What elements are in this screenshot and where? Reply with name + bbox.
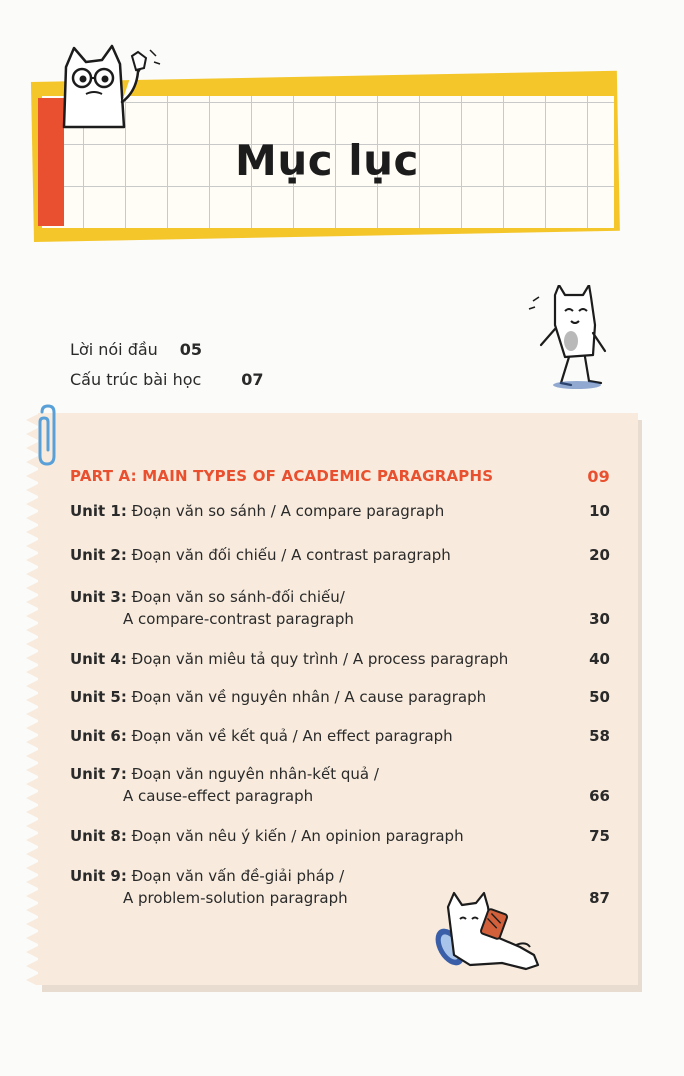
unit-title-continued: A compare-contrast paragraph bbox=[123, 610, 354, 628]
unit-title: Đoạn văn nêu ý kiến / An opinion paragraph bbox=[131, 827, 464, 845]
torn-paper-edge bbox=[22, 413, 40, 985]
cat-glasses-mascot-icon bbox=[52, 42, 162, 132]
unit-label: Unit 3: bbox=[70, 588, 127, 606]
table-of-contents bbox=[70, 467, 610, 909]
front-matter-page: 07 bbox=[241, 370, 264, 389]
unit-title-continued: A problem-solution paragraph bbox=[123, 889, 348, 907]
unit-label: Unit 9: bbox=[70, 867, 127, 885]
unit-label: Unit 4: bbox=[70, 650, 127, 668]
unit-label: Unit 5: bbox=[70, 688, 127, 706]
unit-page: 40 bbox=[589, 650, 610, 668]
part-page: 09 bbox=[587, 467, 610, 486]
unit-title: Đoạn văn miêu tả quy trình / A process paragraph bbox=[131, 650, 509, 668]
unit-title: Đoạn văn so sánh / A compare paragraph bbox=[131, 502, 445, 520]
walking-cat-mascot-icon bbox=[525, 285, 610, 390]
unit-page: 30 bbox=[589, 610, 610, 628]
unit-3-entry[interactable] bbox=[70, 586, 610, 630]
unit-1-entry[interactable] bbox=[70, 500, 610, 522]
unit-title: Đoạn văn đối chiếu / A contrast paragraph bbox=[131, 546, 451, 564]
front-matter-label: Lời nói đầu bbox=[70, 340, 158, 359]
unit-title: Đoạn văn về kết quả / An effect paragraph bbox=[131, 727, 453, 745]
unit-2-entry[interactable] bbox=[70, 544, 610, 566]
unit-label: Unit 1: bbox=[70, 502, 127, 520]
part-label: PART A: MAIN TYPES OF ACADEMIC PARAGRAPHS bbox=[70, 467, 494, 485]
unit-page: 50 bbox=[589, 688, 610, 706]
reading-cat-mascot-icon bbox=[430, 885, 545, 980]
unit-page: 75 bbox=[589, 827, 610, 845]
unit-label: Unit 8: bbox=[70, 827, 127, 845]
page-title: Mục lục bbox=[235, 136, 419, 185]
part-a-heading[interactable] bbox=[70, 467, 610, 486]
unit-page: 58 bbox=[589, 727, 610, 745]
front-matter-label: Cấu trúc bài học bbox=[70, 370, 202, 389]
paperclip-icon bbox=[34, 404, 60, 466]
unit-7-entry[interactable] bbox=[70, 763, 610, 807]
unit-page: 10 bbox=[589, 502, 610, 520]
unit-label: Unit 6: bbox=[70, 727, 127, 745]
front-matter-page: 05 bbox=[179, 340, 203, 359]
unit-page: 20 bbox=[589, 546, 610, 564]
unit-label: Unit 2: bbox=[70, 546, 127, 564]
unit-label: Unit 7: bbox=[70, 765, 127, 783]
unit-6-entry[interactable] bbox=[70, 725, 610, 747]
unit-page: 66 bbox=[589, 787, 610, 805]
unit-8-entry[interactable] bbox=[70, 825, 610, 847]
unit-title-continued: A cause-effect paragraph bbox=[123, 787, 314, 805]
unit-title: Đoạn văn vấn đề-giải pháp / bbox=[131, 867, 345, 885]
unit-title: Đoạn văn nguyên nhân-kết quả / bbox=[131, 765, 379, 783]
unit-title: Đoạn văn về nguyên nhân / A cause paragraph bbox=[131, 688, 487, 706]
unit-page: 87 bbox=[589, 889, 610, 907]
front-matter-item[interactable] bbox=[70, 340, 202, 359]
front-matter-item[interactable] bbox=[70, 370, 264, 389]
unit-4-entry[interactable] bbox=[70, 648, 610, 670]
unit-5-entry[interactable] bbox=[70, 686, 610, 708]
unit-title: Đoạn văn so sánh-đối chiếu/ bbox=[131, 588, 345, 606]
